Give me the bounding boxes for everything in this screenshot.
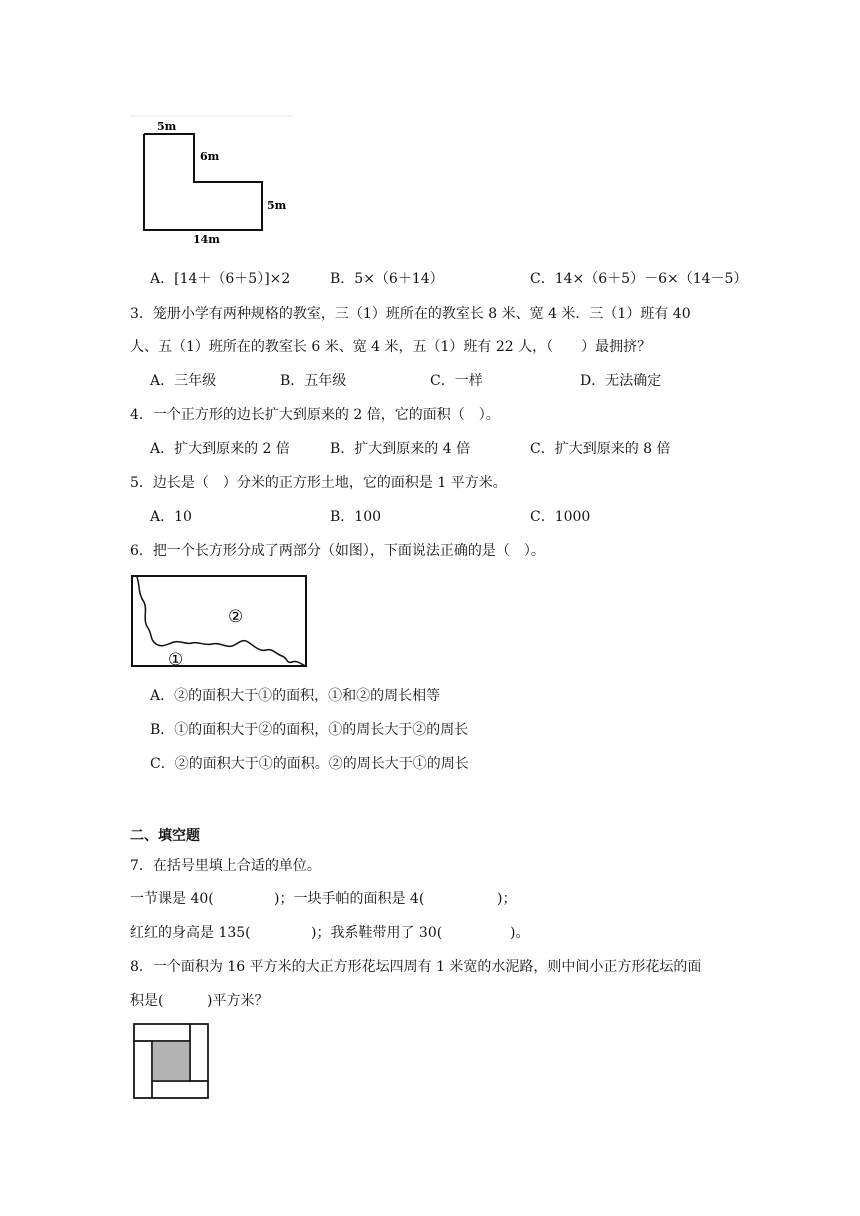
q6-text: 6．把一个长方形分成了两部分（如图），下面说法正确的是（ ）。: [130, 543, 545, 559]
region-label-2: ②: [228, 607, 244, 627]
q5-option-c[interactable]: C．1000: [530, 509, 591, 525]
q3-text-line2: 人、五（1）班所在的教室长 6 米、宽 4 米，五（1）班有 22 人，（ ）最拥挤？: [130, 339, 652, 355]
label-14m: 14m: [193, 233, 220, 246]
square-flowerbed-figure: [130, 1020, 214, 1102]
l-shape-figure: [120, 108, 300, 248]
rectangle-outline: [132, 576, 306, 666]
q2-option-c[interactable]: C．14×（6＋5）－6×（14－5）: [530, 271, 748, 287]
q4-option-b[interactable]: B．扩大到原来的 4 倍: [330, 441, 471, 457]
region-label-1: ①: [168, 650, 184, 670]
q2-option-a[interactable]: A．[14＋（6＋5）]×2: [150, 271, 291, 287]
q8-text-line1: 8．一个面积为 16 平方米的大正方形花坛四周有 1 米宽的水泥路，则中间小正方形花坛的面: [130, 959, 702, 975]
q3-option-a[interactable]: A．三年级: [150, 373, 217, 389]
q8-text-line2-part-b: )平方米？: [207, 993, 269, 1009]
q7-line1-part-b: )；一块手帕的面积是 4(: [274, 891, 425, 907]
label-top-5m: 5m: [157, 120, 177, 133]
q4-option-c[interactable]: C．扩大到原来的 8 倍: [530, 441, 671, 457]
section-heading-fill-blank: 二、填空题: [130, 828, 200, 844]
inner-flowerbed-square: [152, 1041, 190, 1081]
q3-text-line1: 3．笼册小学有两种规格的教室，三（1）班所在的教室长 8 米、宽 4 米．三（1）班有 40: [130, 306, 691, 322]
q3-option-b[interactable]: B．五年级: [280, 373, 347, 389]
q7-line2-part-b: )；我系鞋带用了 30(: [311, 925, 443, 941]
q4-option-a[interactable]: A．扩大到原来的 2 倍: [150, 441, 290, 457]
path-top-left: [134, 1024, 190, 1041]
q4-text: 4．一个正方形的边长扩大到原来的 2 倍，它的面积（ ）。: [130, 407, 500, 423]
q3-option-c[interactable]: C．一样: [430, 373, 483, 389]
label-6m: 6m: [200, 150, 220, 163]
q5-option-a[interactable]: A．10: [150, 509, 192, 525]
path-right: [190, 1024, 208, 1081]
q5-option-b[interactable]: B．100: [330, 509, 382, 525]
q6-option-a[interactable]: A．②的面积大于①的面积，①和②的周长相等: [150, 688, 441, 704]
q5-text: 5．边长是（ ）分米的正方形土地，它的面积是 1 平方米。: [130, 475, 507, 491]
q7-text: 7．在括号里填上合适的单位。: [130, 858, 321, 874]
divided-rectangle-figure: [128, 572, 312, 672]
q7-line2-part-c: )。: [510, 925, 530, 941]
l-shape-outline: [144, 134, 262, 230]
q7-line1-part-a: 一节课是 40(: [130, 891, 214, 907]
q2-option-b[interactable]: B．5×（6＋14）: [330, 271, 444, 287]
q3-option-d[interactable]: D．无法确定: [580, 373, 662, 389]
q7-line1-part-c: )；: [497, 891, 517, 907]
q8-text-line2-part-a: 积是(: [130, 993, 164, 1009]
q6-option-b[interactable]: B．①的面积大于②的面积，①的周长大于②的周长: [150, 722, 469, 738]
q6-option-c[interactable]: C．②的面积大于①的面积。②的周长大于①的周长: [150, 756, 469, 772]
path-bottom: [152, 1081, 208, 1098]
label-right-5m: 5m: [267, 199, 287, 212]
q7-line2-part-a: 红红的身高是 135(: [130, 925, 251, 941]
path-left: [134, 1041, 152, 1098]
irregular-divider-line: [137, 577, 306, 666]
